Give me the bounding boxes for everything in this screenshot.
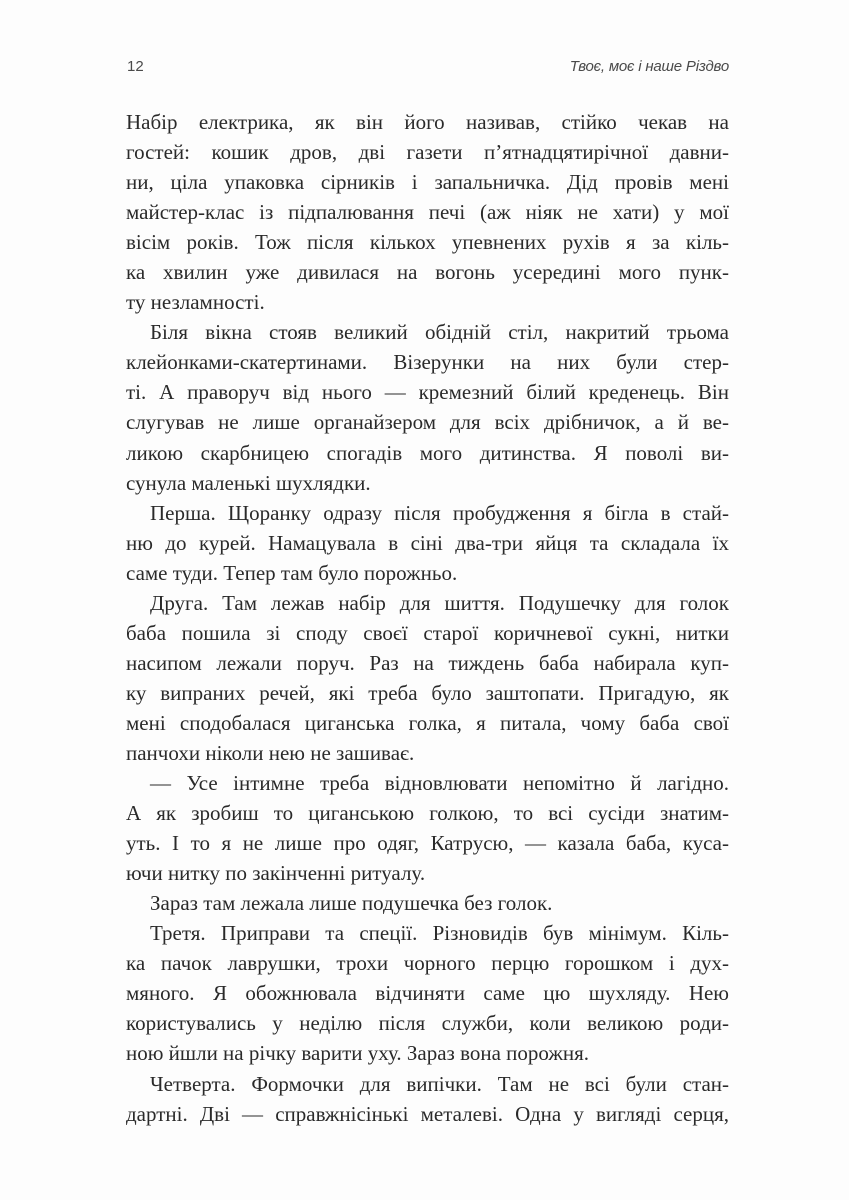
text-line: ликою скарбницею спогадів мого дитинства. Я поволі ви- — [126, 440, 729, 465]
page-header — [127, 58, 729, 82]
text-line: Четверта. Формочки для випічки. Там не всі були стан- — [150, 1071, 729, 1096]
text-line: насипом лежали поруч. Раз на тиждень баба набирала куп- — [126, 650, 729, 675]
text-line: ті. А праворуч від нього — кремезний білий креденець. Він — [126, 380, 729, 405]
text-line: дартні. Дві — справжнісінькі металеві. Одна у вигляді серця, — [126, 1101, 729, 1126]
body-text — [126, 107, 729, 1129]
text-line: слугував не лише органайзером для всіх дрібничок, а й ве- — [126, 410, 729, 435]
text-line: ючи нитку по закінченні ритуалу. — [126, 861, 426, 886]
running-title: Твоє, моє і наше Різдво — [569, 58, 729, 75]
text-line: Зараз там лежала лише подушечка без голок. — [150, 891, 553, 916]
text-line: саме туди. Тепер там було порожньо. — [126, 560, 458, 585]
text-line: майстер-клас із підпалювання печі (аж ніяк не хати) у мої — [126, 200, 729, 225]
text-line: панчохи ніколи нею не зашиває. — [126, 740, 415, 765]
text-line: гостей: кошик дров, дві газети п’ятнадцятирічної давни- — [126, 140, 729, 165]
text-line: вісім років. Тож після кількох упевнених рухів я за кіль- — [126, 230, 729, 255]
text-line: Набір електрика, як він його називав, стійко чекав на — [126, 110, 729, 134]
text-line: мені сподобалася циганська голка, я питала, чому баба свої — [126, 710, 729, 735]
text-line: ту незламності. — [126, 290, 265, 315]
text-line: — Усе інтимне треба відновлювати непомітно й лагідно. — [150, 771, 729, 796]
text-line: А як зробиш то циганською голкою, то всі сусіди знатим- — [126, 801, 729, 826]
text-line: ка хвилин уже дивилася на вогонь усередині мого пунк- — [126, 260, 729, 285]
page-number: 12 — [127, 58, 144, 75]
text-line: Перша. Щоранку одразу після пробудження я бігла в стай- — [150, 500, 729, 525]
text-line: мяного. Я обожнювала відчиняти саме цю шухляду. Нею — [126, 981, 729, 1006]
text-line: уть. І то я не лише про одяг, Катрусю, — казала баба, куса- — [126, 831, 729, 856]
text-line: баба пошила зі споду своєї старої коричневої сукні, нитки — [126, 620, 729, 645]
text-line: ни, ціла упаковка сірників і запальничка. Дід провів мені — [126, 170, 729, 195]
text-line: ку випраних речей, які треба було заштопати. Пригадую, як — [126, 680, 729, 705]
text-line: сунула маленькі шухлядки. — [126, 470, 371, 495]
text-line: ка пачок лаврушки, трохи чорного перцю горошком і дух- — [126, 951, 729, 976]
text-line: користувались у неділю після служби, коли великою роди- — [126, 1011, 729, 1036]
text-line: ною йшли на річку варити уху. Зараз вона порожня. — [126, 1041, 590, 1066]
text-line: Друга. Там лежав набір для шиття. Подушечку для голок — [150, 590, 729, 615]
text-line: Третя. Приправи та спеції. Різновидів був мінімум. Кіль- — [150, 921, 729, 946]
text-line: ню до курей. Намацувала в сіні два-три яйця та складала їх — [126, 530, 729, 555]
text-line: Біля вікна стояв великий обідній стіл, накритий трьома — [150, 320, 729, 345]
text-line: клейонками-скатертинами. Візерунки на них були стер- — [126, 350, 729, 375]
